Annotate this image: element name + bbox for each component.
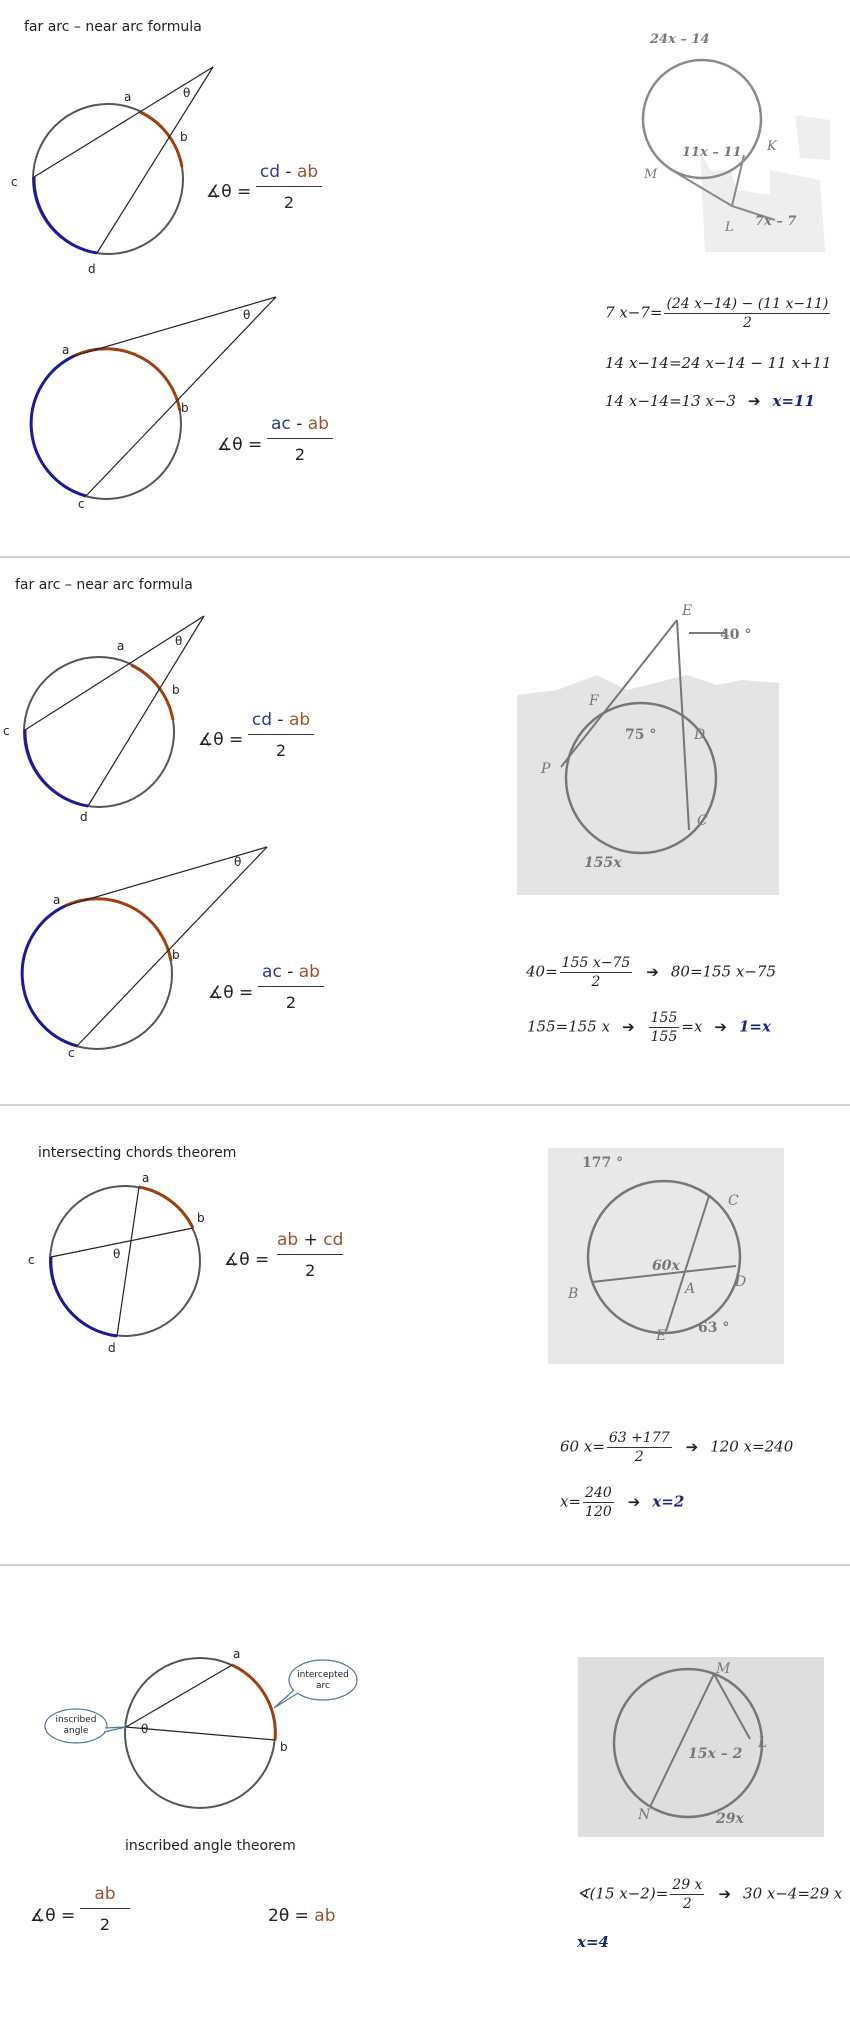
label-a: a <box>233 1647 241 1661</box>
formula-lhs: ∡θ = <box>30 1906 76 1926</box>
formula-lhs: ∡θ = <box>217 435 263 455</box>
denominator: 2 <box>305 1261 316 1280</box>
work-line-1-rhs: 30 x−4=29 x <box>743 1884 843 1903</box>
work-line-1-denominator: 2 <box>682 1896 692 1912</box>
work-line-1-denominator: 2 <box>742 315 752 331</box>
arc-small-label: 75 ° <box>625 727 657 743</box>
tangent-line <box>74 297 276 356</box>
near-arc-ab <box>74 349 180 411</box>
numerator-far-arc: ac <box>271 414 291 434</box>
work-line-1-lhs: 40= <box>526 962 558 981</box>
denominator: 2 <box>99 1915 111 1934</box>
chord-to-b <box>126 1727 275 1740</box>
work-line-1-rhs: 80=155 x−75 <box>670 962 777 981</box>
work-line-1 <box>526 955 776 990</box>
section-divider <box>0 1104 850 1106</box>
answer: x=4 <box>577 1933 609 1951</box>
arc-cd <box>51 1257 117 1336</box>
label-d: d <box>88 262 96 276</box>
label-theta: θ <box>243 308 251 322</box>
arrow-icon: ➔ <box>747 392 761 410</box>
callout-pointer <box>274 1690 298 1708</box>
section-divider <box>0 556 850 558</box>
numerator-arc-cd: cd <box>323 1230 344 1250</box>
numerator-operator: - <box>279 162 297 182</box>
near-arc-label: 11x – 11 <box>682 145 742 160</box>
work-line-1 <box>605 296 832 331</box>
section4-caption: inscribed angle theorem <box>125 1838 296 1854</box>
point-l: L <box>758 1735 768 1751</box>
work-line-1 <box>577 1877 842 1912</box>
label-a: a <box>124 90 132 104</box>
work-line-1-lhs: 60 x= <box>560 1437 605 1456</box>
numerator-operator: - <box>281 962 299 982</box>
work-line-2-denominator: 155 <box>650 1029 678 1045</box>
arc-bottom-label: 63 ° <box>698 1320 730 1336</box>
numerator-far-arc: cd <box>259 162 280 182</box>
far-arc-ac <box>31 356 86 496</box>
point-m: M <box>644 167 658 182</box>
label-theta: θ <box>113 1247 121 1261</box>
work-line-3 <box>605 392 815 410</box>
section1-figure-1 <box>0 40 330 280</box>
problem-photo-1 <box>620 20 835 260</box>
formula-lhs: ∡θ = <box>208 983 254 1003</box>
angle-label: 40 ° <box>720 627 752 643</box>
photo-background <box>795 115 830 160</box>
secant-line-2 <box>97 67 213 253</box>
problem-photo-3 <box>548 1148 784 1364</box>
label-c: c <box>68 1046 75 1060</box>
label-b: b <box>197 1211 205 1225</box>
section3-title: intersecting chords theorem <box>38 1145 237 1161</box>
point-e: E <box>656 1328 667 1344</box>
work-line-2-numerator: 155 <box>650 1010 678 1026</box>
work-line-1-denominator: 2 <box>591 974 601 990</box>
label-b: b <box>172 948 180 962</box>
answer: x=11 <box>772 392 815 410</box>
formula-fraction <box>267 414 333 464</box>
arc-large-label: 155x <box>584 855 622 871</box>
chord-to-a <box>126 1665 232 1727</box>
numerator-near-arc: ab <box>307 414 329 434</box>
point-e: E <box>682 603 693 619</box>
formula-alt-lhs: 2θ = <box>268 1906 315 1926</box>
section2-title: far arc – near arc formula <box>15 577 193 593</box>
arc-label: 29x <box>716 1811 744 1827</box>
callout-intercepted-text: intercepted arc <box>297 1670 349 1691</box>
arrow-icon: ➔ <box>718 1884 732 1903</box>
denominator: 2 <box>283 193 295 212</box>
label-c: c <box>28 1253 35 1267</box>
angle-label: 15x – 2 <box>688 1746 743 1762</box>
far-arc-cd <box>25 730 88 806</box>
formula-alt-rhs: ab <box>314 1906 336 1926</box>
callout-inscribed-text: inscribed angle <box>55 1715 97 1736</box>
formula-fraction <box>275 1230 345 1280</box>
numerator-far-arc: cd <box>251 710 272 730</box>
secant-line <box>77 847 267 1046</box>
label-b: b <box>180 130 188 144</box>
formula-fraction <box>248 710 314 760</box>
label-theta: θ <box>175 634 183 648</box>
label-b: b <box>181 401 189 415</box>
numerator-arc-ab: ab <box>277 1230 299 1250</box>
label-b: b <box>280 1740 288 1754</box>
formula-lhs: ∡θ = <box>198 730 244 750</box>
formula-fraction <box>80 1884 130 1934</box>
answer: x=2 <box>652 1492 685 1511</box>
angle-label: 60x <box>652 1258 680 1274</box>
work-line-3-equation: 14 x−14=13 x−3 <box>605 392 736 410</box>
work-line-2 <box>560 1485 684 1520</box>
work-line-2-numerator: 240 <box>585 1485 612 1501</box>
secant-line-2 <box>88 616 204 806</box>
far-arc-label: 24x – 14 <box>650 32 710 47</box>
work-line-2: 14 x−14=24 x−14 − 11 x+11 <box>605 354 832 372</box>
work-line-2-denominator: 120 <box>585 1504 612 1520</box>
numerator-near-arc: ab <box>288 710 311 730</box>
numerator-arc-ab: ab <box>94 1884 116 1904</box>
work-line-2 <box>527 1010 771 1045</box>
point-n: N <box>638 1807 651 1823</box>
far-arc-cd <box>34 177 97 253</box>
work-line-2-fraction <box>649 1010 680 1045</box>
numerator-operator: - <box>271 710 289 730</box>
label-a: a <box>53 893 61 907</box>
near-arc-ab <box>65 899 171 961</box>
label-d: d <box>108 1341 116 1355</box>
numerator-near-arc: ab <box>296 162 319 182</box>
callout-pointer <box>104 1727 126 1732</box>
numerator-far-arc: ac <box>262 962 282 982</box>
label-b: b <box>172 683 180 697</box>
section2-figure-2 <box>0 835 330 1070</box>
label-theta: θ <box>183 86 191 100</box>
point-d: D <box>694 727 706 743</box>
point-k: K <box>767 139 777 154</box>
intercepted-arc-ab <box>232 1665 275 1740</box>
label-c: c <box>11 175 18 189</box>
label-theta: θ <box>141 1722 149 1736</box>
formula-lhs: ∡θ = <box>224 1250 270 1270</box>
formula-fraction <box>258 962 324 1012</box>
photo-background <box>517 675 779 895</box>
work-line-1-lhs: 7 x−7= <box>605 303 663 322</box>
point-l: L <box>725 220 734 235</box>
section-divider <box>0 1564 850 1566</box>
work-line-2-lhs: x= <box>560 1492 582 1511</box>
arc-ab <box>139 1187 193 1228</box>
near-arc-ab <box>140 112 182 167</box>
formula-alt <box>268 1906 336 1926</box>
work-line-1-rhs: 120 x=240 <box>710 1437 794 1456</box>
arrow-icon: ➔ <box>685 1437 699 1456</box>
arrow-icon: ➔ <box>627 1492 641 1511</box>
work-line-1-fraction <box>560 955 633 990</box>
work-line-1-lhs: ∢(15 x−2)= <box>577 1884 669 1903</box>
label-theta: θ <box>234 855 242 869</box>
point-c: C <box>728 1193 739 1209</box>
work-line-1-denominator: 2 <box>634 1449 644 1465</box>
label-a: a <box>117 639 125 653</box>
point-d: D <box>735 1274 747 1290</box>
point-m: M <box>716 1661 731 1677</box>
work-line-1 <box>560 1430 793 1465</box>
work-line-1-fraction <box>670 1877 704 1912</box>
chord-cb <box>51 1228 193 1257</box>
label-a: a <box>62 343 70 357</box>
numerator-near-arc: ab <box>298 962 320 982</box>
far-arc-ac <box>22 906 77 1046</box>
formula-fraction <box>256 162 322 212</box>
section1-figure-2 <box>0 285 330 520</box>
segment-label: 7x – 7 <box>755 214 797 229</box>
work-line-2-fraction <box>583 1485 614 1520</box>
section1-title: far arc – near arc formula <box>24 19 202 35</box>
denominator: 2 <box>285 993 297 1012</box>
secant-line <box>86 297 276 496</box>
work-line-2 <box>577 1933 609 1951</box>
chord-ad <box>117 1187 139 1336</box>
problem-photo-2 <box>517 595 779 895</box>
denominator: 2 <box>275 741 287 760</box>
point-c: C <box>697 813 708 829</box>
work-line-1-numerator: 29 x <box>672 1877 703 1893</box>
formula-lhs: ∡θ = <box>206 182 252 202</box>
arc-top-label: 177 ° <box>582 1155 624 1171</box>
work-line-1-numerator: (24 x−14) − (11 x−11) <box>666 296 829 312</box>
work-line-1-fraction <box>607 1430 672 1465</box>
arrow-icon: ➔ <box>646 962 659 981</box>
arrow-icon: ➔ <box>622 1017 635 1036</box>
near-arc-ab <box>131 665 173 720</box>
denominator: 2 <box>294 445 306 464</box>
numerator-operator: + <box>298 1230 324 1250</box>
label-d: d <box>80 810 88 824</box>
work-line-1-numerator: 155 x−75 <box>561 955 631 971</box>
numerator-operator: - <box>290 414 308 434</box>
point-p: P <box>541 761 551 777</box>
point-a: A <box>685 1281 696 1297</box>
work-line-1-fraction <box>664 296 830 331</box>
point-b: B <box>568 1286 579 1302</box>
answer: 1=x <box>738 1017 771 1036</box>
work-line-1-numerator: 63 +177 <box>608 1430 670 1446</box>
arrow-icon: ➔ <box>714 1017 727 1036</box>
work-line-2-lhs: 155=155 x <box>527 1017 611 1036</box>
problem-photo-4 <box>578 1657 824 1837</box>
label-a: a <box>142 1171 150 1185</box>
secant-line-1 <box>34 67 213 177</box>
work-line-2-mid: =x <box>681 1017 703 1036</box>
point-f: F <box>589 693 599 709</box>
label-c: c <box>78 497 85 511</box>
label-c: c <box>3 724 10 738</box>
